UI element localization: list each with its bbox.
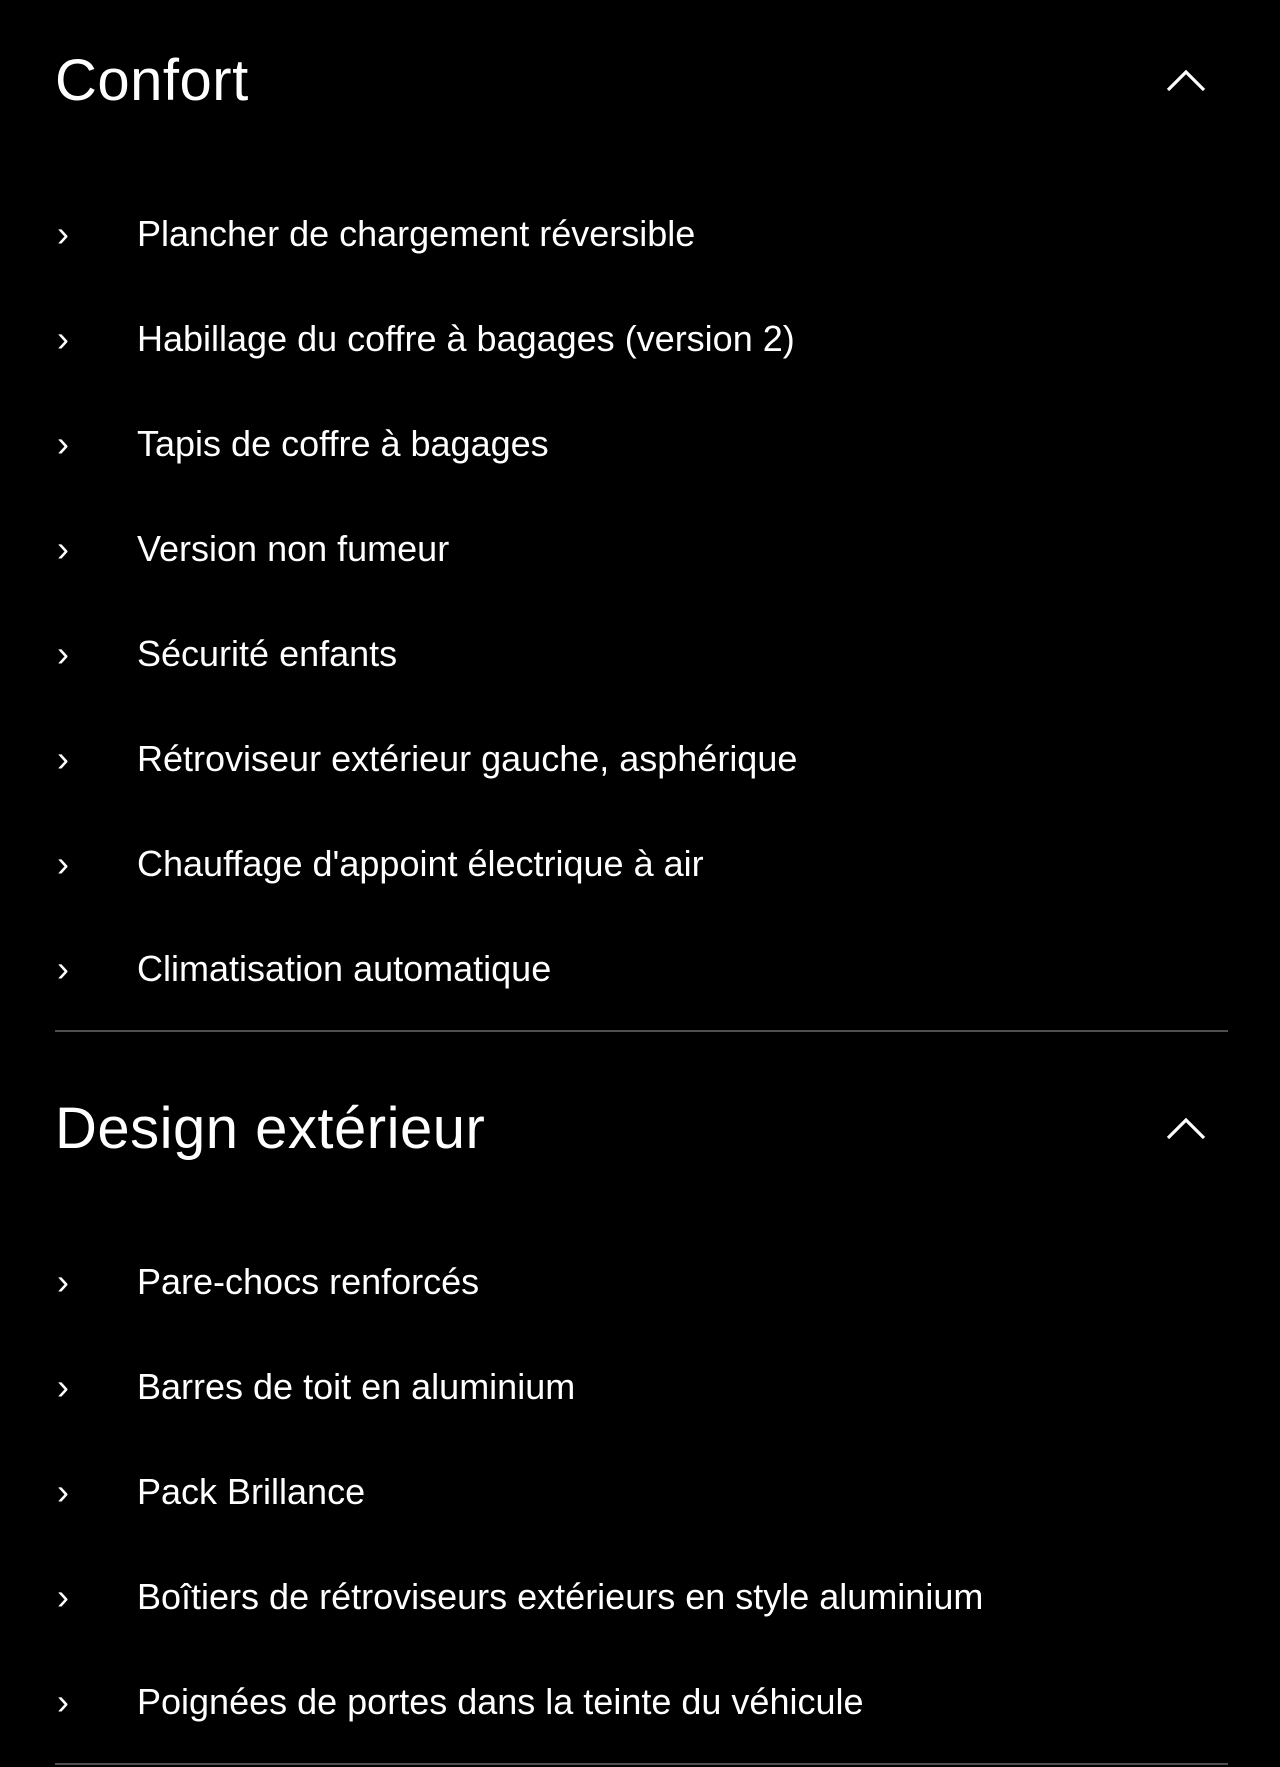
chevron-right-icon: ›: [57, 737, 69, 779]
chevron-right-icon: ›: [57, 947, 69, 989]
list-item[interactable]: [55, 286, 1228, 391]
chevron-right-icon: ›: [57, 1680, 69, 1722]
item-label: Version non fumeur: [137, 527, 450, 569]
chevron-right-icon: ›: [57, 1260, 69, 1302]
section-title: Confort: [55, 47, 249, 113]
chevron-up-icon[interactable]: [1166, 1116, 1206, 1140]
chevron-right-icon: ›: [57, 317, 69, 359]
list-item[interactable]: [55, 496, 1228, 601]
list-item[interactable]: [55, 1544, 1228, 1649]
item-list-design-exterieur: [55, 1229, 1228, 1754]
item-label: Rétroviseur extérieur gauche, asphérique: [137, 737, 798, 779]
list-item[interactable]: [55, 1439, 1228, 1544]
section-header-design-exterieur[interactable]: [55, 1068, 1228, 1188]
list-item[interactable]: [55, 1649, 1228, 1754]
section-header-confort[interactable]: [55, 20, 1228, 140]
chevron-right-icon: ›: [57, 842, 69, 884]
item-label: Boîtiers de rétroviseurs extérieurs en style aluminium: [137, 1575, 984, 1617]
chevron-right-icon: ›: [57, 212, 69, 254]
item-label: Climatisation automatique: [137, 947, 552, 989]
chevron-right-icon: ›: [57, 1365, 69, 1407]
list-item[interactable]: [55, 706, 1228, 811]
item-label: Chauffage d'appoint électrique à air: [137, 842, 704, 884]
item-label: Tapis de coffre à bagages: [137, 422, 549, 464]
item-label: Plancher de chargement réversible: [137, 212, 696, 254]
list-item[interactable]: [55, 601, 1228, 706]
item-label: Pack Brillance: [137, 1470, 366, 1512]
section-gap: [55, 1032, 1228, 1068]
list-item[interactable]: [55, 916, 1228, 1021]
item-label: Pare-chocs renforcés: [137, 1260, 480, 1302]
chevron-right-icon: ›: [57, 632, 69, 674]
item-list-confort: [55, 181, 1228, 1021]
chevron-right-icon: ›: [57, 527, 69, 569]
chevron-right-icon: ›: [57, 1470, 69, 1512]
list-item[interactable]: [55, 391, 1228, 496]
list-item[interactable]: [55, 1334, 1228, 1439]
item-label: Habillage du coffre à bagages (version 2): [137, 317, 795, 359]
section-confort: [55, 20, 1228, 1032]
list-item[interactable]: [55, 811, 1228, 916]
chevron-right-icon: ›: [57, 1575, 69, 1617]
chevron-up-icon[interactable]: [1166, 68, 1206, 92]
item-label: Barres de toit en aluminium: [137, 1365, 576, 1407]
list-item[interactable]: [55, 1229, 1228, 1334]
chevron-right-icon: ›: [57, 422, 69, 464]
section-title: Design extérieur: [55, 1095, 486, 1161]
list-item[interactable]: [55, 181, 1228, 286]
section-divider: [55, 1763, 1228, 1765]
section-design-exterieur: [55, 1068, 1228, 1765]
item-label: Poignées de portes dans la teinte du véhicule: [137, 1680, 864, 1722]
item-label: Sécurité enfants: [137, 632, 398, 674]
